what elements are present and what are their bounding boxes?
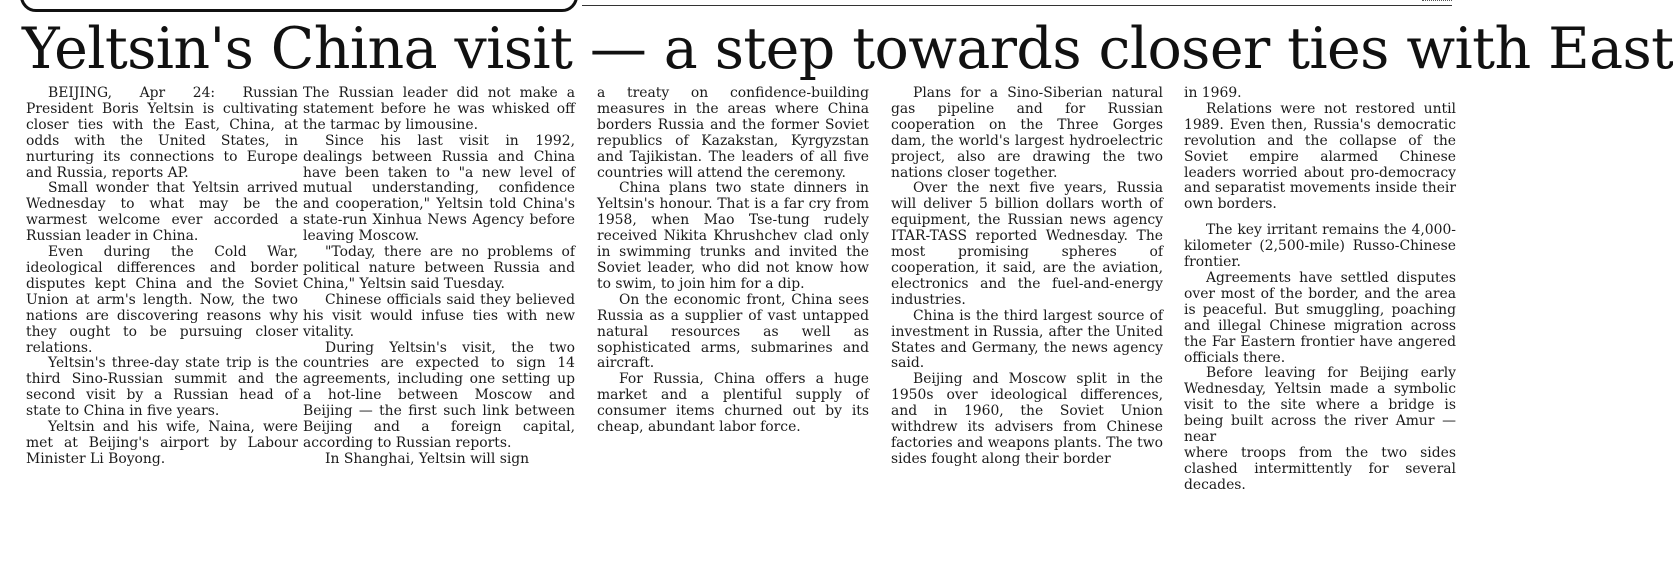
paragraph: Agreements have settled disputes over most of the border, and the area is peaceful. But smuggling, poaching and illegal Chinese migration across the Far Eastern frontier have angered officials there. — [1184, 269, 1456, 366]
paragraph: Since his last visit in 1992, dealings between Russia and China have been taken to "a new level of mutual understanding, confidence and cooperation," Yeltsin told China's state-run Xinhua News Agency before leaving Moscow. — [303, 132, 575, 245]
masthead-frame — [20, 0, 578, 12]
column-2 — [303, 86, 575, 468]
paragraph: "Today, there are no problems of political nature between Russia and China," Yeltsin said Tuesday. — [303, 244, 575, 292]
article-body — [0, 86, 1466, 576]
paragraph: Even during the Cold War, ideological differences and border disputes kept China and the Soviet Union at arm's length. Now, the two nations are discovering reasons why they ought to be pursuing closer relations. — [26, 244, 298, 356]
column-1 — [26, 86, 298, 468]
paragraph: The Russian leader did not make a statement before he was whisked off the tarmac by limousine. — [303, 85, 575, 133]
paragraph: Small wonder that Yeltsin arrived Wednesday to what may be the warmest welcome ever accorded a Russian leader in China. — [26, 180, 298, 245]
paragraph: Beijing and Moscow split in the 1950s over ideological differences, and in 1960, the Soviet Union withdrew its advisers from Chinese factories and weapons plants. The two sides fought along their border — [891, 371, 1163, 467]
paragraph: a treaty on confidence-building measures in the areas where China borders Russia and the former Soviet republics of Kazakstan, Kyrgyzstan and Tajikistan. The leaders of all five countries will attend the ceremony. — [597, 85, 869, 181]
column-5 — [1184, 86, 1456, 494]
paragraph: Before leaving for Beijing early Wednesday, Yeltsin made a symbolic visit to the site where a bridge is being built across the river Amur — near — [1184, 365, 1456, 446]
paragraph: Yeltsin and his wife, Naina, were met at Beijing's airport by Labour Minister Li Boyong. — [26, 419, 298, 467]
paragraph: Yeltsin's three-day state trip is the third Sino-Russian summit and the second visit by a Russian head of state to China in five years. — [26, 355, 298, 420]
paragraph: During Yeltsin's visit, the two countries are expected to sign 14 agreements, including one setting up a hot-line between Moscow and Beijing — the first such link between Beijing and a foreign capital, according to Russian reports. — [303, 339, 575, 451]
paragraph: On the economic front, China sees Russia as a supplier of vast untapped natural resources as well as sophisticated arms, submarines and aircraft. — [597, 291, 869, 372]
column-3 — [597, 86, 869, 436]
paragraph: Plans for a Sino-Siberian natural gas pipeline and for Russian cooperation on the Three Gorges dam, the world's largest hydroelectric project, also are drawing the two nations closer together. — [891, 85, 1163, 181]
paragraph: For Russia, China offers a huge market and a plentiful supply of consumer items churned out by its cheap, abundant labor force. — [597, 371, 869, 436]
masthead-rule — [582, 5, 1452, 6]
paragraph: in 1969. — [1184, 85, 1242, 101]
article-headline: Yeltsin's China visit — a step towards closer ties with East — [22, 16, 1673, 82]
paragraph: BEIJING, Apr 24: Russian President Boris Yeltsin is cultivating closer ties with the East, China, at odds with the United States, in nurturing its connections to Europe and Russia, reports AP. — [26, 85, 298, 181]
paragraph: Over the next five years, Russia will deliver 5 billion dollars worth of equipment, the Russian news agency ITAR-TASS reported Wednesday. The most promising spheres of cooperation, it said, are the aviation, electronics and the fuel-and-energy industries. — [891, 180, 1163, 308]
paragraph: In Shanghai, Yeltsin will sign — [325, 450, 530, 467]
paragraph: China is the third largest source of investment in Russia, after the United States and Germany, the news agency said. — [891, 307, 1163, 372]
paragraph: China plans two state dinners in Yeltsin's honour. That is a far cry from 1958, when Mao Tse-tung rudely received Nikita Khrushchev clad only in swimming trunks and invited the Soviet leader, who did not know how to swim, to join him for a dip. — [597, 180, 869, 292]
paragraph: where troops from the two sides clashed intermittently for several decades. — [1184, 444, 1456, 493]
column-4 — [891, 86, 1163, 468]
paragraph: Chinese officials said they believed his visit would infuse ties with new vitality. — [303, 291, 575, 340]
paragraph: The key irritant remains the 4,000-kilometer (2,500-mile) Russo-Chinese frontier. — [1184, 222, 1456, 271]
paragraph: Relations were not restored until 1989. Even then, Russia's democratic revolution and the collapse of the Soviet empire alarmed Chinese leaders worried about pro-democracy and separatist movements inside their own borders. — [1184, 100, 1456, 213]
